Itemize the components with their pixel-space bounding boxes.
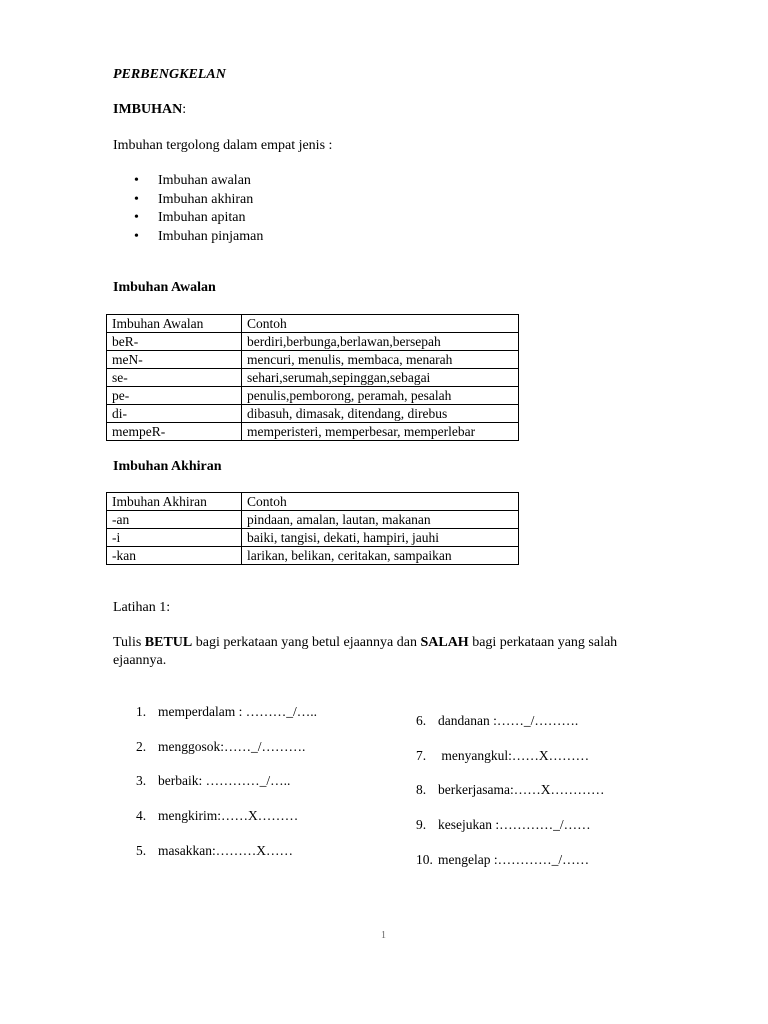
instruction-text — [113, 634, 643, 670]
awalan-table — [106, 314, 519, 441]
exercise-word: menggosok:……_/………. — [158, 739, 306, 754]
exercise-item — [416, 782, 604, 798]
exercise-word: dandanan :……_/………. — [438, 713, 579, 728]
exercise-word: berkerjasama:……X………… — [438, 782, 605, 797]
table-cell: meN- — [107, 351, 242, 369]
exercise-item — [136, 808, 298, 824]
table-cell: -i — [107, 529, 242, 547]
table-header-row — [107, 493, 519, 511]
section-heading-suffix: : — [182, 102, 187, 117]
exercise-item — [136, 843, 293, 859]
table-cell: larikan, belikan, ceritakan, sampaikan — [242, 547, 519, 565]
exercise-word: mengelap :…………_/…… — [438, 852, 590, 867]
table-cell: penulis,pemborong, peramah, pesalah — [242, 387, 519, 405]
exercise-title: Latihan 1: — [113, 600, 171, 615]
table-cell: se- — [107, 369, 242, 387]
exercise-word: memperdalam : ………_/….. — [158, 704, 317, 719]
table-row — [107, 369, 519, 387]
table-row — [107, 405, 519, 423]
exercise-item — [416, 817, 591, 833]
table-cell: pe- — [107, 387, 242, 405]
exercise-item — [136, 704, 317, 720]
exercise-word: menyangkul:……X……… — [438, 748, 590, 763]
exercise-item — [136, 739, 305, 755]
intro-text: Imbuhan tergolong dalam empat jenis : — [113, 138, 333, 153]
table-header-cell: Contoh — [242, 315, 519, 333]
instruction-bold-betul: BETUL — [144, 635, 193, 650]
instruction-bold-salah: SALAH — [420, 635, 469, 650]
table-row — [107, 547, 519, 565]
exercise-number: 2. — [136, 739, 147, 754]
exercise-number: 10. — [416, 852, 433, 867]
table-cell: baiki, tangisi, dekati, hampiri, jauhi — [242, 529, 519, 547]
section-heading-bold: IMBUHAN — [113, 102, 183, 117]
table-cell: berdiri,berbunga,berlawan,bersepah — [242, 333, 519, 351]
table-row — [107, 387, 519, 405]
table-row — [107, 511, 519, 529]
exercise-word: mengkirim:……X……… — [158, 808, 299, 823]
section-heading — [113, 102, 186, 118]
table-header-cell: Imbuhan Akhiran — [107, 493, 242, 511]
exercise-number: 9. — [416, 817, 427, 832]
exercise-word: berbaik: …………_/….. — [158, 773, 291, 788]
instruction-part: Tulis — [113, 635, 145, 650]
table-row — [107, 529, 519, 547]
types-list — [134, 172, 263, 246]
exercise-word: kesejukan :…………_/…… — [438, 817, 591, 832]
exercise-item — [416, 748, 589, 764]
table-header-cell: Imbuhan Awalan — [107, 315, 242, 333]
awalan-heading: Imbuhan Awalan — [113, 280, 216, 295]
page-title: PERBENGKELAN — [113, 67, 226, 82]
exercise-word: masakkan:………X…… — [158, 843, 293, 858]
table-cell: pindaan, amalan, lautan, makanan — [242, 511, 519, 529]
list-item: • Imbuhan awalan — [134, 172, 263, 191]
list-item: • Imbuhan pinjaman — [134, 228, 263, 247]
table-header-cell: Contoh — [242, 493, 519, 511]
table-row — [107, 351, 519, 369]
exercise-item — [136, 773, 290, 789]
table-header-row — [107, 315, 519, 333]
exercise-number: 6. — [416, 713, 427, 728]
exercise-number: 3. — [136, 773, 147, 788]
exercise-item — [416, 713, 578, 729]
list-item: • Imbuhan apitan — [134, 209, 263, 228]
table-cell: mencuri, menulis, membaca, menarah — [242, 351, 519, 369]
table-cell: -kan — [107, 547, 242, 565]
instruction-part: bagi perkataan yang salah ejaannya. — [113, 635, 618, 668]
akhiran-table — [106, 492, 519, 565]
exercise-number: 8. — [416, 782, 427, 797]
table-cell: memperisteri, memperbesar, memperlebar — [242, 423, 519, 441]
table-cell: beR- — [107, 333, 242, 351]
table-cell: di- — [107, 405, 242, 423]
instruction-part: bagi perkataan yang betul ejaannya dan — [192, 635, 421, 650]
table-row — [107, 423, 519, 441]
list-item: • Imbuhan akhiran — [134, 191, 263, 210]
exercise-number: 4. — [136, 808, 147, 823]
exercise-number: 7. — [416, 748, 427, 763]
table-cell: dibasuh, dimasak, ditendang, direbus — [242, 405, 519, 423]
table-row — [107, 333, 519, 351]
exercise-item — [416, 852, 589, 868]
page-number: 1 — [381, 930, 386, 941]
akhiran-heading: Imbuhan Akhiran — [113, 459, 222, 474]
table-cell: mempeR- — [107, 423, 242, 441]
table-cell: sehari,serumah,sepinggan,sebagai — [242, 369, 519, 387]
exercise-number: 1. — [136, 704, 147, 719]
table-cell: -an — [107, 511, 242, 529]
exercise-number: 5. — [136, 843, 147, 858]
